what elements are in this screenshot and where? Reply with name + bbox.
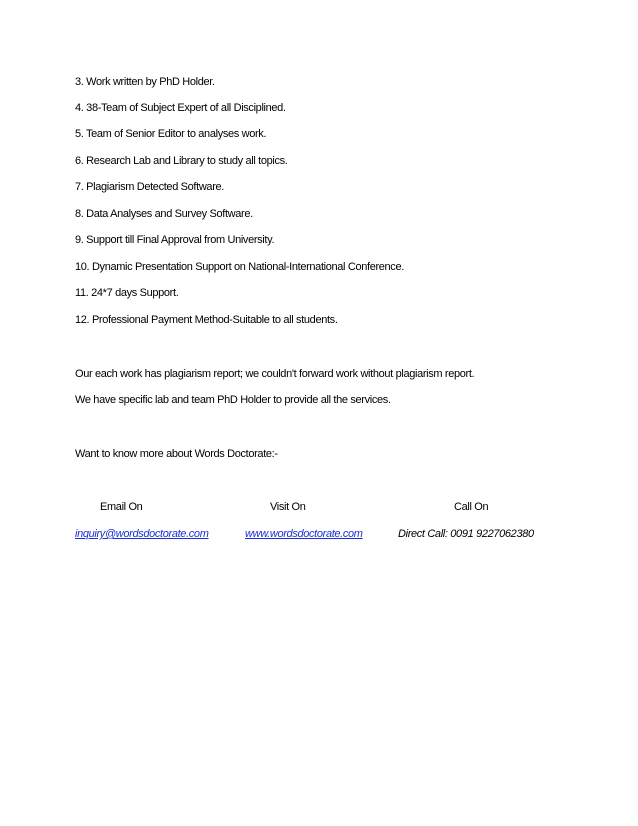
email-link[interactable]: inquiry@wordsdoctorate.com	[75, 528, 209, 540]
feature-item-3: 3. Work written by PhD Holder.	[75, 76, 215, 88]
feature-item-4: 4. 38-Team of Subject Expert of all Disciplined.	[75, 102, 286, 114]
email-heading: Email On	[100, 501, 143, 513]
feature-item-8: 8. Data Analyses and Survey Software.	[75, 208, 253, 220]
phone-number: Direct Call: 0091 9227062380	[398, 528, 534, 540]
feature-item-12: 12. Professional Payment Method-Suitable to all students.	[75, 314, 338, 326]
more-info-text: Want to know more about Words Doctorate:-	[75, 448, 278, 460]
feature-item-5: 5. Team of Senior Editor to analyses work.	[75, 128, 267, 140]
feature-item-9: 9. Support till Final Approval from University.	[75, 234, 275, 246]
feature-item-11: 11. 24*7 days Support.	[75, 287, 179, 299]
call-heading: Call On	[454, 501, 489, 513]
visit-heading: Visit On	[270, 501, 306, 513]
feature-item-6: 6. Research Lab and Library to study all topics.	[75, 155, 288, 167]
feature-item-10: 10. Dynamic Presentation Support on National-International Conference.	[75, 261, 404, 273]
feature-item-7: 7. Plagiarism Detected Software.	[75, 181, 224, 193]
plagiarism-note: Our each work has plagiarism report; we couldn't forward work without plagiarism report.	[75, 368, 475, 380]
website-link[interactable]: www.wordsdoctorate.com	[245, 528, 363, 540]
services-note: We have specific lab and team PhD Holder to provide all the services.	[75, 394, 391, 406]
